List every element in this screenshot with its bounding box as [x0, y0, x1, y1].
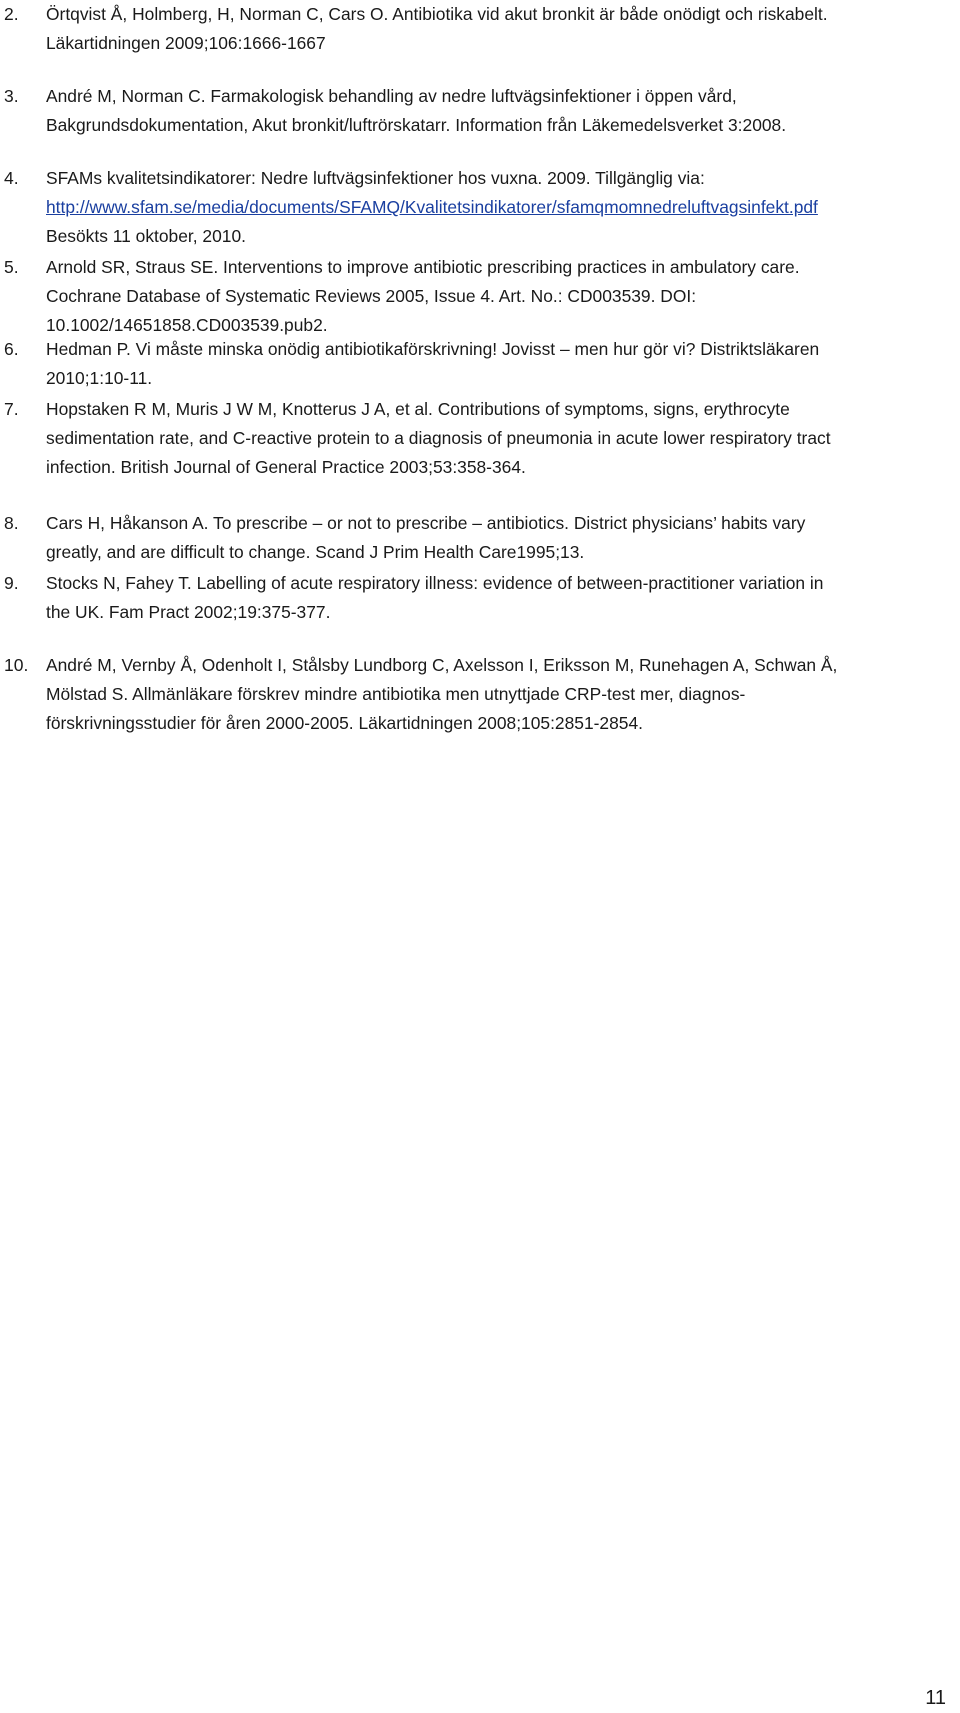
reference-line: Besökts 11 oktober, 2010. — [46, 226, 246, 246]
reference-text — [46, 82, 956, 140]
reference-text — [46, 569, 956, 627]
reference-line: Cochrane Database of Systematic Reviews 2005, Issue 4. Art. No.: CD003539. DOI: — [46, 286, 697, 306]
reference-number: 8. — [4, 513, 19, 533]
reference-line: Arnold SR, Straus SE. Interventions to improve antibiotic prescribing practices in ambulatory care. — [46, 257, 800, 277]
reference-number: 6. — [4, 339, 19, 359]
reference-text — [46, 335, 956, 393]
reference-line: förskrivningsstudier för åren 2000-2005. Läkartidningen 2008;105:2851-2854. — [46, 713, 643, 733]
reference-number: 4. — [4, 168, 19, 188]
reference-number: 9. — [4, 573, 19, 593]
reference-line: André M, Vernby Å, Odenholt I, Stålsby Lundborg C, Axelsson I, Eriksson M, Runehagen A, Schwan Å, — [46, 655, 838, 675]
reference-text — [46, 395, 956, 482]
reference-number: 5. — [4, 257, 19, 277]
reference-text — [46, 253, 956, 340]
reference-line: Örtqvist Å, Holmberg, H, Norman C, Cars O. Antibiotika vid akut bronkit är både onödigt och riskabelt. — [46, 4, 828, 24]
reference-text — [46, 164, 956, 251]
reference-line: Bakgrundsdokumentation, Akut bronkit/luftrörskatarr. Information från Läkemedelsverket 3:2008. — [46, 115, 787, 135]
reference-url-link[interactable]: http://www.sfam.se/media/documents/SFAMQ/Kvalitetsindikatorer/sfamqmomnedreluftvagsinfekt.pdf — [46, 197, 818, 217]
reference-number: 2. — [4, 4, 19, 24]
reference-line: Hopstaken R M, Muris J W M, Knotterus J A, et al. Contributions of symptoms, signs, erythrocyte — [46, 399, 790, 419]
reference-line: SFAMs kvalitetsindikatorer: Nedre luftvägsinfektioner hos vuxna. 2009. Tillgänglig via: — [46, 168, 705, 188]
reference-text — [46, 651, 956, 738]
reference-number: 7. — [4, 399, 19, 419]
page-number: 11 — [925, 1687, 946, 1709]
reference-line: infection. British Journal of General Practice 2003;53:358-364. — [46, 457, 526, 477]
reference-text — [46, 509, 956, 567]
reference-text — [46, 0, 956, 58]
reference-line: Cars H, Håkanson A. To prescribe – or not to prescribe – antibiotics. District physicians’ habits vary — [46, 513, 806, 533]
reference-line: greatly, and are difficult to change. Scand J Prim Health Care1995;13. — [46, 542, 585, 562]
reference-line: the UK. Fam Pract 2002;19:375-377. — [46, 602, 331, 622]
reference-line: 2010;1:10-11. — [46, 368, 153, 388]
reference-number: 10. — [4, 655, 29, 675]
reference-line: Hedman P. Vi måste minska onödig antibiotikaförskrivning! Jovisst – men hur gör vi? Distriktsläkaren — [46, 339, 820, 359]
reference-line: Stocks N, Fahey T. Labelling of acute respiratory illness: evidence of between-practitioner variation in — [46, 573, 824, 593]
reference-line: Läkartidningen 2009;106:1666-1667 — [46, 33, 326, 53]
reference-line: André M, Norman C. Farmakologisk behandling av nedre luftvägsinfektioner i öppen vård, — [46, 86, 737, 106]
reference-number: 3. — [4, 86, 19, 106]
reference-line: 10.1002/14651858.CD003539.pub2. — [46, 315, 328, 335]
reference-line: Mölstad S. Allmänläkare förskrev mindre antibiotika men utnyttjade CRP-test mer, diagnos- — [46, 684, 746, 704]
reference-line: sedimentation rate, and C-reactive protein to a diagnosis of pneumonia in acute lower respiratory tract — [46, 428, 831, 448]
